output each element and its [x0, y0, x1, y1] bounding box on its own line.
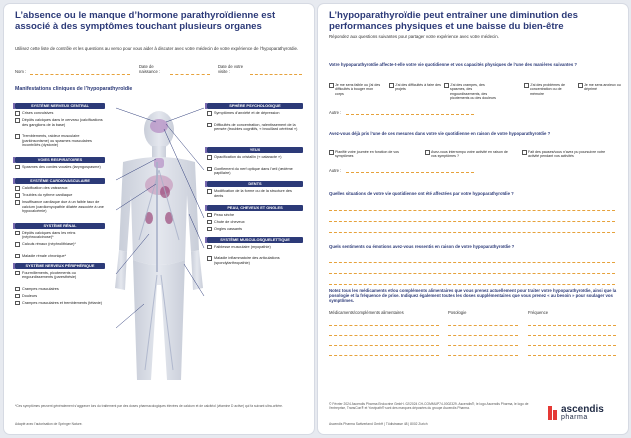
option-label: J’ai des problèmes de concentration ou de mémoire — [530, 83, 565, 96]
symptom-label: Ongles cassants — [214, 226, 243, 231]
symptom-label: Symptômes d’anxiété et de dépression — [214, 111, 280, 115]
medication-cell[interactable] — [329, 345, 439, 346]
col-header-dosage: Posologie — [448, 310, 467, 315]
dosage-cell[interactable] — [448, 325, 518, 326]
symptom-label: Calcification des vaisseaux — [22, 186, 68, 190]
group-header: DENTS — [207, 181, 303, 187]
option-checkbox[interactable] — [522, 150, 527, 155]
option-checkbox[interactable] — [329, 150, 334, 155]
footnote: *Ces symptômes peuvent généralement s’aggraver lors du traitement par des doses pharmacologiques élevées de calcium et de calcitriol (vitamine D active) qui fa suivant ultra-critère. — [15, 404, 283, 408]
visit-label: Date de votre visite : — [218, 64, 244, 74]
group-header: SYSTÈME RÉNAL — [15, 223, 105, 229]
page2-title: L’hypoparathyroïdie peut entraîner une diminution des performances physiques et une baisse du bien-être — [329, 10, 578, 32]
symptom-label: Spasmes des cordes vocales (laryngospasme) — [22, 164, 101, 169]
dosage-cell[interactable] — [448, 345, 518, 346]
symptom-checkbox[interactable] — [207, 227, 212, 232]
symptom-checkbox[interactable] — [15, 111, 20, 116]
q4-answer-line-2[interactable] — [329, 273, 615, 274]
symptom-checkbox[interactable] — [15, 271, 20, 276]
page1-title: L’absence ou le manque d’hormone parathyroïdienne est associé à des symptômes touchant plusieurs organes — [15, 10, 276, 32]
option-label: Avez-vous interrompu votre activité en raison de vos symptômes ? — [431, 150, 508, 159]
symptom-checkbox[interactable] — [15, 254, 20, 259]
q4-answer-line-1[interactable] — [329, 262, 615, 263]
symptom-label: Gonflement du nerf optique dans l’œil (œdème papillaire) — [214, 166, 293, 175]
q1-other-field[interactable] — [346, 114, 474, 115]
symptom-checkbox[interactable] — [15, 186, 20, 191]
section-title: Manifestations cliniques de l’hypoparathyroïdie — [15, 86, 133, 92]
symptom-checkbox[interactable] — [15, 231, 20, 236]
question-1: Votre hypoparathyroïdie affecte-t-elle votre vie quotidienne et vos capacités physiques de l’une des manières suivantes ? — [329, 62, 578, 67]
symptom-label: Dépôts calciques dans le cerveau (calcifications des ganglions de la base) — [22, 118, 103, 127]
logo-word-ascendis: ascendis — [561, 404, 604, 415]
option-checkbox[interactable] — [578, 83, 583, 88]
frequency-cell[interactable] — [528, 345, 616, 346]
group-header: VOIES RESPIRATOIRES — [15, 157, 105, 163]
dosage-cell[interactable] — [448, 335, 518, 336]
group-header: SYSTÈME CARDIOVASCULAIRE — [15, 178, 105, 184]
option-label: Je me sens anxieux ou déprimé — [584, 83, 621, 92]
symptom-label: Peau sèche — [214, 212, 235, 217]
symptom-checkbox[interactable] — [207, 220, 212, 225]
dob-label: Date de naissance : — [139, 64, 161, 74]
symptom-checkbox[interactable] — [15, 287, 20, 292]
option-checkbox[interactable] — [329, 83, 334, 88]
group-header: SYSTÈME MUSCULOSQUELETTIQUE — [207, 237, 303, 243]
group-header: SYSTÈME NERVEUX CENTRAL — [15, 103, 105, 109]
option-checkbox[interactable] — [524, 83, 529, 88]
question-3: Quelles situations de votre vie quotidienne ont été affectées par votre hypoparathyroïdie ? — [329, 191, 514, 196]
q4-answer-line-3[interactable] — [329, 284, 615, 285]
col-header-medication: Médicaments/compléments alimentaires — [329, 310, 404, 315]
symptom-checkbox[interactable] — [15, 165, 20, 170]
name-label: Nom : — [15, 69, 27, 74]
q3-answer-line-1[interactable] — [329, 210, 615, 211]
symptom-label: Difficultés de concentration, ralentissement de la pensée (troubles cognitifs, « brouillard cérébral ») — [214, 122, 298, 131]
q3-answer-line-2[interactable] — [329, 221, 615, 222]
symptom-label: Troubles du rythme cardiaque — [22, 193, 73, 197]
symptom-checkbox[interactable] — [15, 242, 20, 247]
q1-other-label: Autre : — [329, 110, 342, 115]
q2-other-label: Autre : — [329, 168, 342, 173]
symptom-checkbox[interactable] — [207, 111, 212, 116]
symptom-checkbox[interactable] — [15, 294, 20, 299]
symptom-checkbox[interactable] — [207, 167, 212, 172]
logo-word-pharma: pharma — [561, 414, 588, 421]
symptom-checkbox[interactable] — [207, 123, 212, 128]
symptom-checkbox[interactable] — [207, 245, 212, 250]
frequency-cell[interactable] — [528, 335, 616, 336]
col-header-frequency: Fréquence — [528, 310, 549, 315]
option-label: J’ai des difficultés à faire des projets — [395, 83, 441, 92]
q3-answer-line-3[interactable] — [329, 232, 615, 233]
symptom-checkbox[interactable] — [15, 118, 20, 123]
symptom-label: Fourmillements, picotements ou engourdissements (paresthésie) — [22, 270, 77, 279]
option-label: Fait des pauses/vous n’avez pu poursuivre votre activité pendant vos activités — [528, 150, 606, 159]
q2-other-field[interactable] — [346, 172, 474, 173]
frequency-cell[interactable] — [528, 355, 616, 356]
option-checkbox[interactable] — [444, 83, 449, 88]
symptom-checkbox[interactable] — [207, 189, 212, 194]
dosage-cell[interactable] — [448, 355, 518, 356]
option-label: Je me sens faible ou j’ai des difficultés à bouger mon corps — [335, 83, 381, 96]
option-checkbox[interactable] — [425, 150, 430, 155]
question-4: Quels sentiments ou émotions avez-vous ressentis en raison de votre hypoparathyroïdie ? — [329, 244, 515, 249]
page1-subtitle: Utilisez cette liste de contrôle et les questions au verso pour vous aider à discuter avec votre médecin de votre expérience de l’hypoparathyroïdie. — [15, 46, 299, 51]
symptom-label: Crises convulsives — [22, 111, 54, 115]
logo-mark-icon — [548, 406, 558, 420]
adapted-note: Adapté avec l’autorisation de Springer Nature. — [15, 422, 83, 426]
symptom-label: Maladie inflammatoire des articulations (spondylarthropathie) — [214, 256, 280, 265]
option-label: Planifié votre journée en fonction de vos symptômes — [335, 150, 399, 159]
symptom-label: Chute de cheveux — [214, 219, 245, 224]
symptom-label: Calculs rénaux (néphrolithiase)* — [22, 242, 76, 246]
medication-cell[interactable] — [329, 325, 439, 326]
symptom-label: Faiblesse musculaire (myopathie) — [214, 244, 271, 249]
symptom-label: Modification de la forme ou de la structure des dents — [214, 189, 292, 198]
question-2: Avez-vous déjà pris l’une de ces mesures dans votre vie quotidienne en raison de votre hypoparathyroïdie ? — [329, 131, 551, 136]
medication-cell[interactable] — [329, 335, 439, 336]
group-header: SYSTÈME NERVEUX PÉRIPHÉRIQUE — [15, 263, 105, 269]
symptom-label: Crampes musculaires — [22, 286, 59, 291]
symptom-checkbox[interactable] — [15, 200, 20, 205]
symptom-label: Insuffisance cardiaque due à un faible taux de calcium (cardiomyopathie dilatée associée à une hypocalcémie) — [22, 200, 104, 213]
legal-text: © Février 2024 Ascendis Pharma Endocrine GmbH. 02/2024 CH-COMMUP74-0002329. Ascendis®, le logo Ascendis Pharma, le logo de l’entreprise, TransCon® et Yorvipath® sont des marques déposées du groupe Ascendis Pharma. — [329, 402, 529, 410]
symptom-label: Crampes musculaires et tremblements (tétanie) — [22, 300, 102, 305]
symptom-label: Douleurs — [22, 293, 38, 298]
group-header: YEUX — [207, 147, 303, 153]
page-right — [318, 4, 628, 434]
symptom-checkbox[interactable] — [15, 193, 20, 198]
address-text: Ascendis Pharma Switzerland GmbH | Tödistrasse 48 | 8002 Zurich — [329, 422, 428, 426]
symptom-checkbox[interactable] — [207, 155, 212, 160]
symptom-checkbox[interactable] — [207, 213, 212, 218]
medication-cell[interactable] — [329, 355, 439, 356]
symptom-label: Opacification du cristallin (« cataracte ») — [214, 155, 282, 159]
symptom-checkbox[interactable] — [15, 134, 20, 139]
page2-subtitle: Répondez aux questions suivantes pour partager votre expérience avec votre médecin. — [329, 34, 499, 39]
symptom-checkbox[interactable] — [15, 301, 20, 306]
option-checkbox[interactable] — [389, 83, 394, 88]
question-5: Notez tous les médicaments et/ou compléments alimentaires que vous prenez actuellement pour traiter votre hypoparathyroïdie, ainsi que la posologie et la fréquence de prise. Indiquez également toutes les doses supplémentaires que vous prenez « au besoin » pour soulager vos symptômes. — [329, 288, 617, 304]
symptom-label: Maladie rénale chronique* — [22, 253, 67, 258]
symptom-checkbox[interactable] — [207, 256, 212, 261]
page-left — [4, 4, 314, 434]
group-header: SPHÈRE PSYCHOLOGIQUE — [207, 103, 303, 109]
symptom-label: Dépôts calciques dans les reins (néphrocalcinose)* — [22, 230, 76, 239]
frequency-cell[interactable] — [528, 325, 616, 326]
symptom-label: Tremblements, raideur musculaire (parkinsonisme) ou spasmes musculaires incontrôlés (dystonie) — [22, 134, 92, 147]
option-label: J’ai des crampes, des spasmes, des engourdissements, des picotements ou des douleurs — [450, 83, 496, 100]
group-header: PEAU, CHEVEUX ET ONGLES — [207, 205, 303, 211]
